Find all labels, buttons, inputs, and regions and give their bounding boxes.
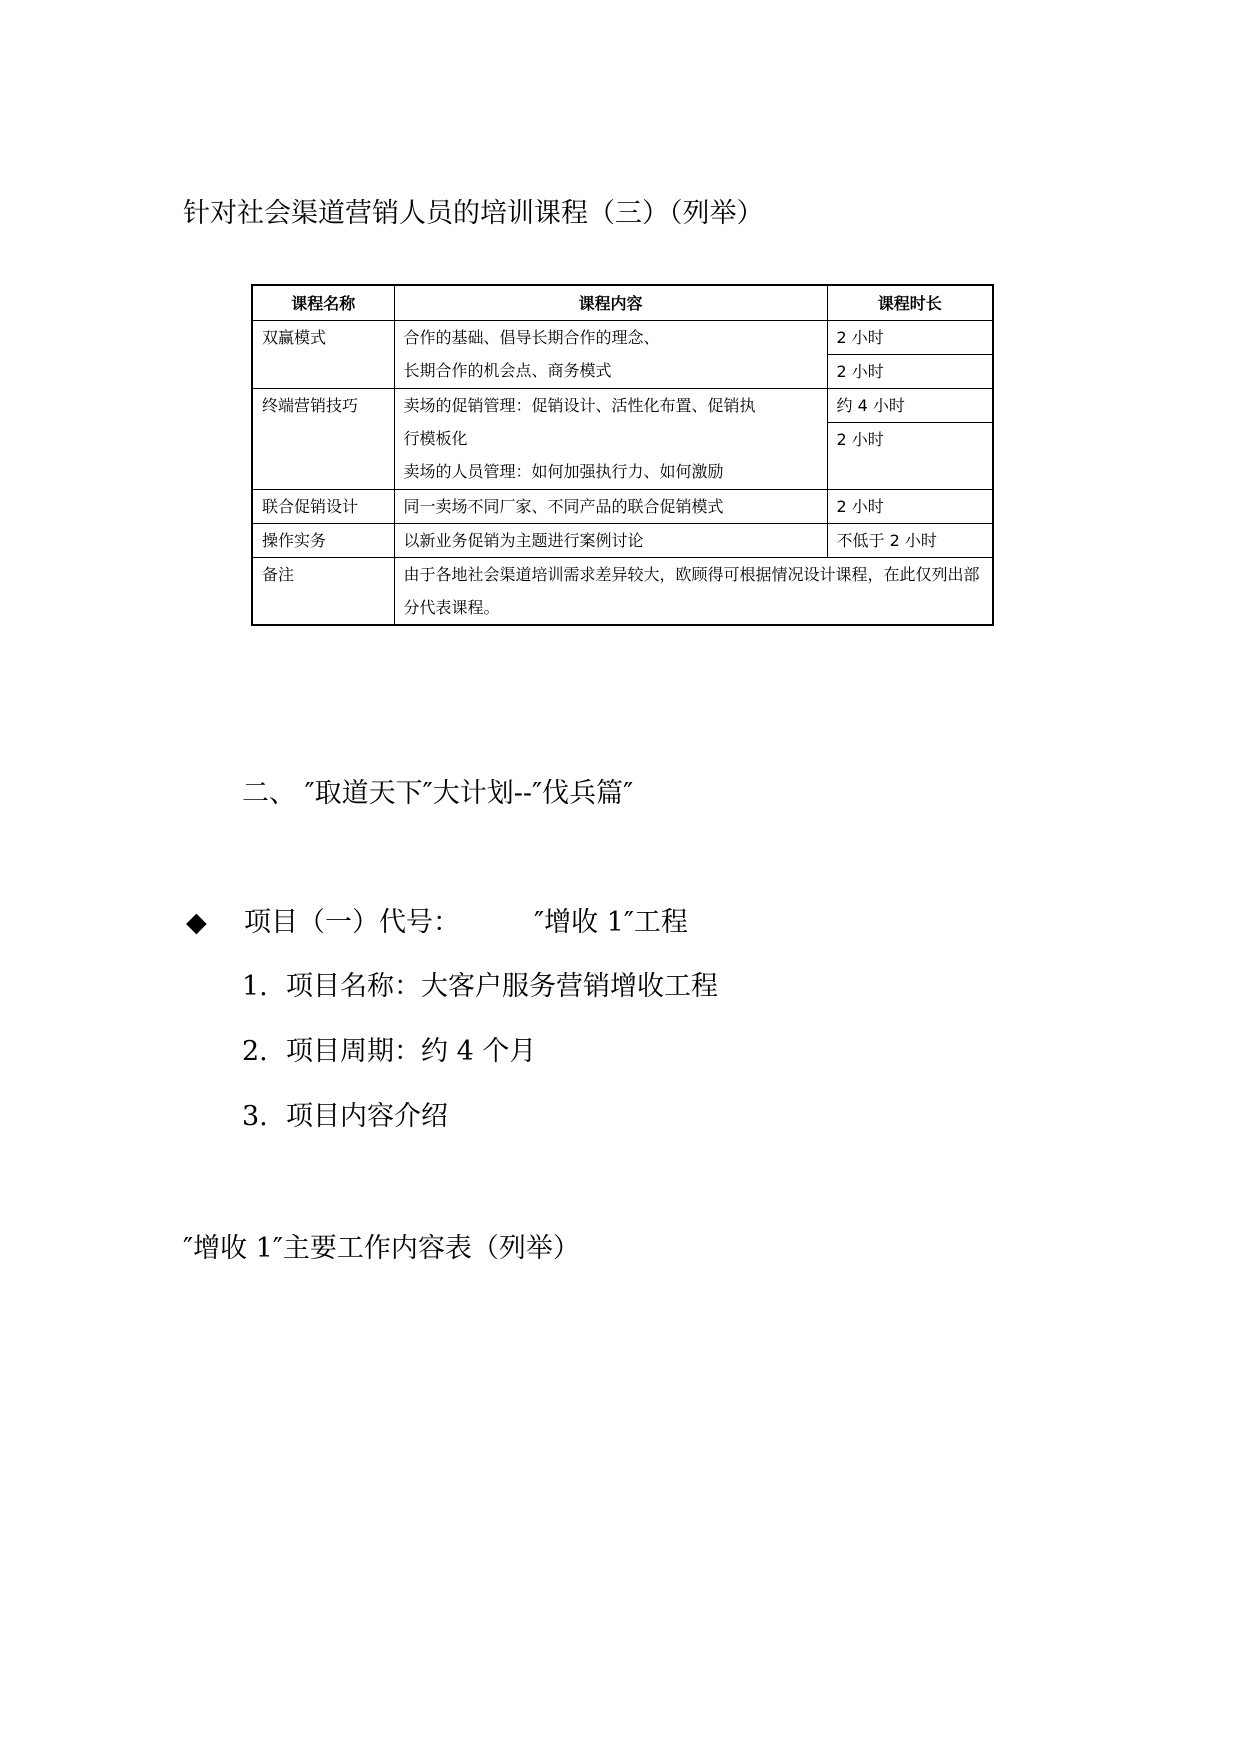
course-content-cell: 同一卖场不同厂家、不同产品的联合促销模式 <box>394 490 827 524</box>
list-number: 3. <box>242 1101 268 1132</box>
table-row <box>252 389 993 423</box>
list-item <box>242 1099 448 1135</box>
list-number: 2. <box>242 1036 268 1067</box>
course-content-cell: 卖场的促销管理：促销设计、活性化布置、促销执 行模板化 卖场的人员管理：如何加强执行力、如何激励 <box>394 389 827 490</box>
table-row <box>252 524 993 558</box>
header-course-name: 课程名称 <box>252 285 394 321</box>
table-header-row <box>252 285 993 321</box>
remark-content-cell: 由于各地社会渠道培训需求差异较大，欧顾得可根据情况设计课程，在此仅列出部分代表课程。 <box>394 558 993 626</box>
list-item <box>242 1034 536 1070</box>
table-row <box>252 490 993 524</box>
course-duration-cell: 2 小时 <box>827 321 993 355</box>
course-duration-cell: 约 4 小时 <box>827 389 993 423</box>
list-text: 项目名称：大客户服务营销增收工程 <box>286 971 718 1002</box>
diamond-bullet-icon: ◆ <box>186 907 207 938</box>
course-duration-cell: 2 小时 <box>827 490 993 524</box>
list-number: 1. <box>242 971 268 1002</box>
page-title: 针对社会渠道营销人员的培训课程（三）（列举） <box>183 198 764 229</box>
course-table <box>251 284 994 626</box>
header-course-content: 课程内容 <box>394 285 827 321</box>
header-course-duration: 课程时长 <box>827 285 993 321</box>
project-code: ″增收 1″工程 <box>534 907 688 938</box>
list-text: 项目内容介绍 <box>286 1101 448 1132</box>
course-name-cell: 联合促销设计 <box>252 490 394 524</box>
project-label: 项目（一）代号： <box>244 907 460 938</box>
remark-label-cell: 备注 <box>252 558 394 626</box>
course-duration-cell: 2 小时 <box>827 355 993 389</box>
project-line <box>186 905 688 941</box>
subtable-title: ″增收 1″主要工作内容表（列举） <box>183 1233 580 1264</box>
list-item <box>242 969 718 1005</box>
course-content-cell: 以新业务促销为主题进行案例讨论 <box>394 524 827 558</box>
course-duration-cell: 2 小时 <box>827 423 993 490</box>
course-name-cell: 终端营销技巧 <box>252 389 394 490</box>
course-content-cell: 合作的基础、倡导长期合作的理念、 长期合作的机会点、商务模式 <box>394 321 827 389</box>
section-heading: 二、 ″取道天下″大计划--″伐兵篇″ <box>242 778 634 809</box>
course-name-cell: 双赢模式 <box>252 321 394 389</box>
course-name-cell: 操作实务 <box>252 524 394 558</box>
list-text: 项目周期：约 4 个月 <box>286 1036 537 1067</box>
table-row-remark <box>252 558 993 626</box>
course-duration-cell: 不低于 2 小时 <box>827 524 993 558</box>
table-row <box>252 321 993 355</box>
